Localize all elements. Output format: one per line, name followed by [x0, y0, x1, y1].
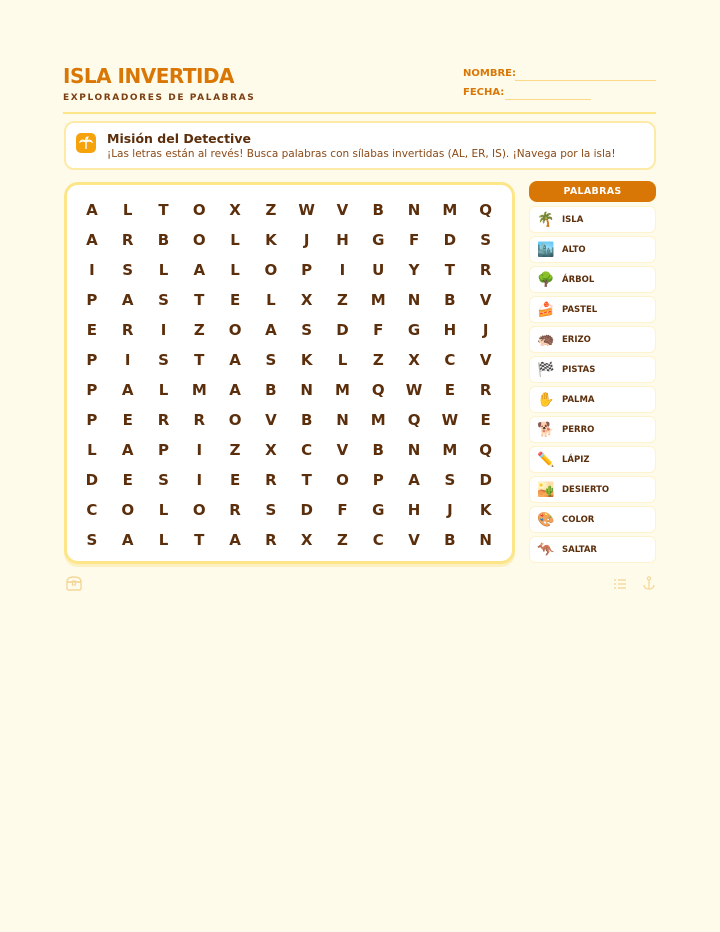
tree-icon: 🌳 [537, 271, 555, 288]
grid-cell[interactable]: A [265, 321, 277, 339]
grid-cell[interactable]: T [194, 291, 205, 309]
grid-cell[interactable]: D [336, 321, 349, 339]
page-subtitle: EXPLORADORES DE PALABRAS [63, 93, 256, 103]
grid-cell[interactable]: K [300, 351, 313, 369]
grid-cell[interactable]: O [192, 231, 206, 249]
grid-cell[interactable]: T [444, 261, 455, 279]
grid-cell[interactable]: H [336, 231, 349, 249]
grid-cell[interactable]: R [121, 321, 134, 339]
grid-cell[interactable]: R [479, 381, 492, 399]
grid-cell[interactable]: P [86, 381, 98, 399]
word-item [529, 536, 656, 563]
grid-cell[interactable]: S [265, 351, 277, 369]
grid-cell[interactable]: V [408, 531, 420, 549]
grid-cell[interactable]: Q [371, 381, 385, 399]
grid-cell[interactable]: B [444, 291, 456, 309]
grid-cell[interactable]: A [229, 531, 241, 549]
grid-cell[interactable]: I [339, 261, 346, 279]
grid-cell[interactable]: Z [265, 201, 277, 219]
anchor-icon[interactable] [642, 575, 656, 594]
treasure-chest-icon [65, 574, 83, 596]
grid-cell[interactable]: A [86, 231, 98, 249]
grid-cell[interactable]: L [158, 501, 169, 519]
grid-cell[interactable]: L [266, 291, 276, 309]
grid-cell[interactable]: P [372, 471, 384, 489]
grid-cell[interactable]: M [370, 291, 386, 309]
grid-cell[interactable]: Z [337, 531, 348, 549]
grid-cell[interactable]: Q [479, 201, 493, 219]
grid-cell[interactable]: D [300, 501, 313, 519]
name-field [463, 68, 516, 79]
grid-cell[interactable]: A [229, 351, 241, 369]
cake-icon: 🍰 [537, 301, 555, 318]
grid-cell[interactable]: D [479, 471, 492, 489]
grid-cell[interactable]: T [194, 531, 205, 549]
word-label: PASTEL [562, 304, 598, 315]
words-panel-title: PALABRAS [529, 181, 656, 202]
grid-cell[interactable]: S [158, 291, 169, 309]
grid-cell[interactable]: O [228, 411, 242, 429]
grid-cell[interactable]: M [370, 411, 386, 429]
grid-cell[interactable]: G [407, 321, 421, 339]
grid-cell[interactable]: K [479, 501, 492, 519]
grid-cell[interactable]: L [158, 531, 169, 549]
grid-cell[interactable]: E [229, 291, 241, 309]
grid-cell[interactable]: I [196, 471, 203, 489]
grid-cell[interactable]: E [444, 381, 455, 399]
grid-cell[interactable]: O [264, 261, 278, 279]
grid-cell[interactable]: A [121, 381, 134, 399]
word-item [529, 236, 656, 263]
grid-cell[interactable]: O [228, 321, 242, 339]
grid-cell[interactable]: D [443, 231, 457, 249]
grid-cell[interactable]: G [372, 231, 385, 249]
date-line[interactable] [505, 99, 591, 100]
grid-cell[interactable]: R [121, 231, 134, 249]
grid-cell[interactable]: R [157, 411, 170, 429]
grid-cell[interactable]: R [193, 411, 206, 429]
page-title: ISLA INVERTIDA [63, 64, 235, 88]
pencil-icon: ✏️ [537, 451, 555, 468]
grid-cell[interactable]: R [265, 531, 277, 549]
grid-cell[interactable]: V [336, 201, 349, 219]
grid-cell[interactable]: W [441, 411, 459, 429]
grid-cell[interactable]: N [300, 381, 313, 399]
mission-title: Misión del Detective [107, 131, 251, 146]
grid-cell[interactable]: C [301, 441, 313, 459]
word-label: DESIERTO [562, 484, 610, 495]
word-label: LÁPIZ [562, 454, 590, 465]
word-item [529, 446, 656, 473]
word-label: PERRO [562, 424, 595, 435]
name-line[interactable] [515, 80, 656, 81]
palm-tree-icon [76, 133, 96, 153]
grid-cell[interactable]: P [301, 261, 313, 279]
grid-cell[interactable]: W [405, 381, 423, 399]
grid-cell[interactable]: E [86, 321, 98, 339]
word-item [529, 416, 656, 443]
grid-cell[interactable]: P [86, 351, 98, 369]
grid-cell[interactable]: R [265, 471, 277, 489]
grid-cell[interactable]: E [122, 411, 133, 429]
grid-cell[interactable]: A [193, 261, 206, 279]
grid-cell[interactable]: B [157, 231, 170, 249]
grid-cell[interactable]: H [407, 501, 421, 519]
grid-cell[interactable]: Z [337, 291, 348, 309]
grid-cell[interactable]: S [86, 531, 98, 549]
mission-text: ¡Las letras están al revés! Busca palabras con sílabas invertidas (AL, ER, IS). ¡Navega por la isla! [107, 148, 616, 160]
cityscape-icon: 🏙️ [537, 241, 555, 258]
grid-cell[interactable]: P [86, 291, 98, 309]
palm-tree-icon: 🌴 [537, 211, 555, 228]
grid-cell[interactable]: B [372, 201, 384, 219]
grid-cell[interactable]: M [442, 201, 458, 219]
grid-cell[interactable]: L [230, 231, 240, 249]
word-list [529, 206, 656, 563]
grid-cell[interactable]: B [265, 381, 277, 399]
grid-cell[interactable]: M [191, 381, 207, 399]
grid-cell[interactable]: X [300, 291, 313, 309]
word-label: SALTAR [562, 544, 597, 555]
grid-cell[interactable]: C [86, 501, 98, 519]
grid-cell[interactable]: S [301, 321, 313, 339]
grid-cell[interactable]: J [482, 321, 489, 339]
date-label: FECHA: [463, 87, 505, 98]
dog-icon: 🐕 [537, 421, 555, 438]
name-label: NOMBRE: [463, 68, 516, 79]
grid-cell[interactable]: V [479, 291, 492, 309]
hand-icon: ✋ [537, 391, 555, 408]
grid-cell[interactable]: S [480, 231, 492, 249]
grid-cell[interactable]: A [86, 201, 98, 219]
words-panel [529, 181, 656, 566]
word-item [529, 356, 656, 383]
grid-cell[interactable]: Q [479, 441, 493, 459]
grid-cell[interactable]: U [372, 261, 385, 279]
grid-cell[interactable]: V [265, 411, 277, 429]
word-item [529, 206, 656, 233]
grid-cell[interactable]: F [373, 321, 384, 339]
grid-cell[interactable]: B [372, 441, 384, 459]
grid-cell[interactable]: E [229, 471, 241, 489]
desert-icon: 🏜️ [537, 481, 555, 498]
grid-cell[interactable]: G [372, 501, 385, 519]
grid-cell[interactable]: J [447, 501, 453, 519]
grid-cell[interactable]: T [194, 351, 205, 369]
word-item [529, 296, 656, 323]
hedgehog-icon: 🦔 [537, 331, 555, 348]
grid-cell[interactable]: K [265, 231, 277, 249]
grid-cell[interactable]: S [444, 471, 456, 489]
grid-cell[interactable]: S [122, 261, 134, 279]
kangaroo-icon: 🦘 [537, 541, 555, 558]
grid-cell[interactable]: A [408, 471, 420, 489]
word-search-card [64, 182, 515, 564]
grid-cell[interactable]: N [336, 411, 349, 429]
grid-cell[interactable]: I [196, 441, 203, 459]
date-field [463, 87, 504, 98]
grid-cell[interactable]: N [407, 441, 421, 459]
grid-cell[interactable]: I [89, 261, 95, 279]
grid-cell[interactable]: M [335, 381, 350, 399]
grid-cell[interactable]: O [336, 471, 349, 489]
grid-cell[interactable]: R [229, 501, 241, 519]
word-item [529, 476, 656, 503]
grid-cell[interactable]: Z [193, 321, 205, 339]
word-label: PISTAS [562, 364, 596, 375]
word-label: ERIZO [562, 334, 591, 345]
grid-cell[interactable]: B [300, 411, 313, 429]
grid-cell[interactable]: Q [407, 411, 421, 429]
grid-cell[interactable]: X [408, 351, 420, 369]
grid-cell[interactable]: J [303, 231, 310, 249]
word-label: ÁRBOL [562, 274, 595, 285]
grid-cell[interactable]: R [479, 261, 492, 279]
grid-cell[interactable]: F [408, 231, 420, 249]
grid-cell[interactable]: V [479, 351, 492, 369]
grid-cell[interactable]: T [301, 471, 312, 489]
grid-cell[interactable]: X [265, 441, 277, 459]
grid-cell[interactable]: M [442, 441, 458, 459]
palette-icon: 🎨 [537, 511, 555, 528]
grid-cell[interactable]: C [444, 351, 456, 369]
word-label: PALMA [562, 394, 595, 405]
grid-cell[interactable]: N [407, 201, 421, 219]
grid-cell[interactable]: L [230, 261, 240, 279]
list-icon[interactable] [613, 576, 627, 595]
word-label: COLOR [562, 514, 595, 525]
word-search-grid [74, 195, 504, 555]
word-item [529, 506, 656, 533]
grid-cell[interactable]: A [121, 291, 134, 309]
grid-cell[interactable]: H [443, 321, 457, 339]
grid-cell[interactable]: I [160, 321, 167, 339]
word-label: ISLA [562, 214, 584, 225]
grid-cell[interactable]: E [480, 411, 491, 429]
word-label: ALTO [562, 244, 586, 255]
grid-cell[interactable]: S [265, 501, 277, 519]
grid-cell[interactable]: S [158, 351, 169, 369]
grid-cell[interactable]: X [300, 531, 313, 549]
worksheet-header [63, 64, 656, 114]
grid-cell[interactable]: L [122, 201, 133, 219]
grid-cell[interactable]: L [158, 261, 169, 279]
grid-cell[interactable]: L [87, 441, 97, 459]
grid-cell[interactable]: S [158, 471, 169, 489]
grid-cell[interactable]: W [298, 201, 315, 219]
grid-cell[interactable]: A [121, 531, 134, 549]
grid-cell[interactable]: D [85, 471, 99, 489]
grid-cell[interactable]: L [337, 351, 348, 369]
grid-cell[interactable]: X [229, 201, 241, 219]
word-item [529, 326, 656, 353]
word-item [529, 386, 656, 413]
mission-box [64, 121, 656, 170]
grid-cell[interactable]: Z [229, 441, 241, 459]
grid-cell[interactable]: P [157, 441, 169, 459]
grid-cell[interactable]: E [122, 471, 133, 489]
grid-cell[interactable]: P [86, 411, 98, 429]
grid-cell[interactable]: A [121, 441, 134, 459]
grid-cell[interactable]: V [336, 441, 349, 459]
grid-cell[interactable]: L [158, 381, 169, 399]
grid-cell[interactable]: C [372, 531, 384, 549]
grid-cell[interactable]: Y [408, 261, 420, 279]
grid-cell[interactable]: O [121, 501, 135, 519]
grid-cell[interactable]: Z [372, 351, 384, 369]
grid-cell[interactable]: O [192, 501, 206, 519]
checkered-flag-icon: 🏁 [537, 361, 555, 378]
grid-cell[interactable]: F [337, 501, 348, 519]
grid-cell[interactable]: A [229, 381, 241, 399]
grid-cell[interactable]: T [158, 201, 169, 219]
grid-cell[interactable]: I [124, 351, 131, 369]
grid-cell[interactable]: O [192, 201, 206, 219]
grid-cell[interactable]: B [444, 531, 456, 549]
grid-cell[interactable]: N [407, 291, 421, 309]
word-item [529, 266, 656, 293]
grid-cell[interactable]: N [479, 531, 492, 549]
